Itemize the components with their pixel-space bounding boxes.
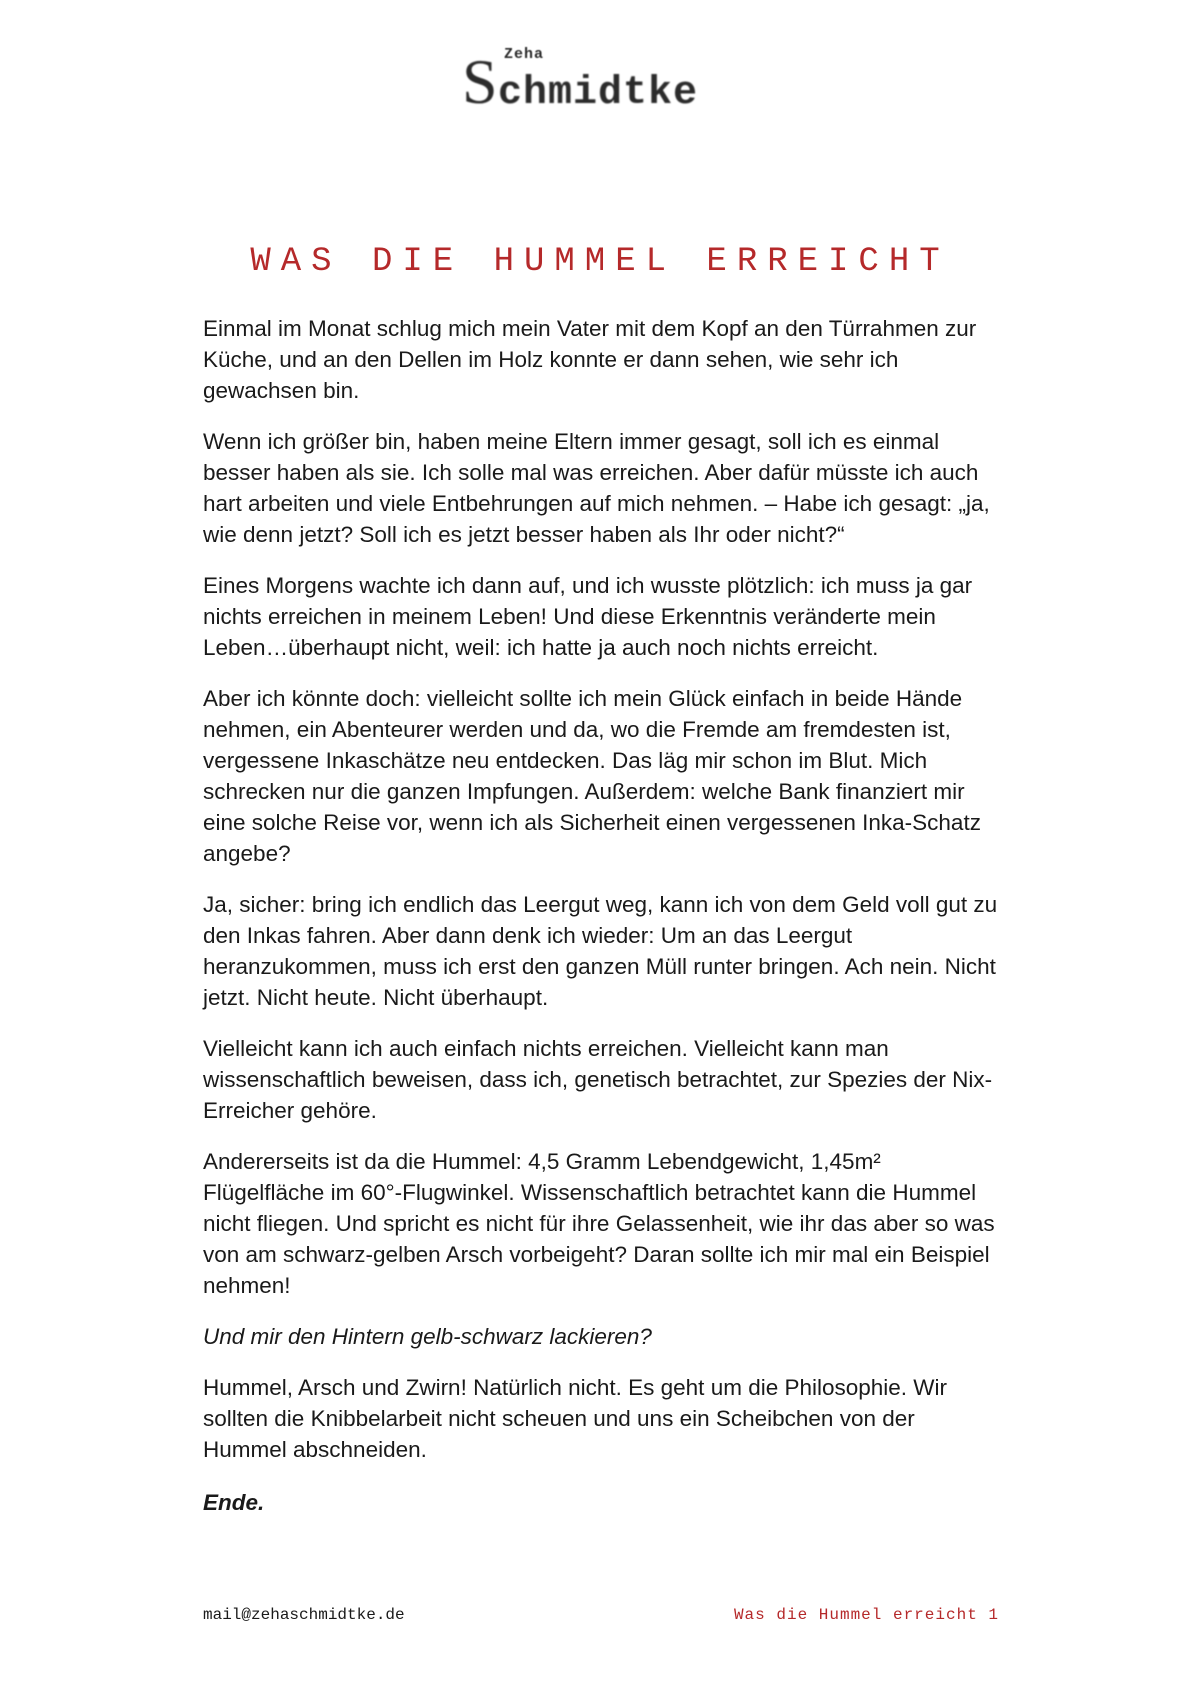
paragraph-1: Einmal im Monat schlug mich mein Vater mit dem Kopf an den Türrahmen zur Küche, und an den Dellen im Holz konnte er dann sehen, wie sehr ich gewachsen bin. [203,316,977,403]
document-body [203,313,1003,1538]
paragraph-6: Vielleicht kann ich auch einfach nichts erreichen. Vielleicht kann man wissenschaftlich beweisen, dass ich, genetisch betrachtet, zur Spezies der Nix-Erreicher gehöre. [203,1036,993,1123]
closing-paragraph: Hummel, Arsch und Zwirn! Natürlich nicht. Es geht um die Philosophie. Wir sollten die Knibbelarbeit nicht scheuen und uns ein Scheibchen von der Hummel abschneiden. [203,1375,948,1462]
logo-initial: S [462,46,498,117]
document-title: WAS DIE HUMMEL ERREICHT [250,243,950,281]
logo-first-name: Zeha [504,46,545,63]
paragraph-3: Eines Morgens wachte ich dann auf, und ich wusste plötzlich: ich muss ja gar nichts erreichen in meinem Leben! Und diese Erkenntnis veränderte mein Leben…überhaupt nicht, weil: ich hatte ja auch noch nichts erreicht. [203,573,973,660]
footer-page-label: Was die Hummel erreicht 1 [733,1606,999,1624]
paragraph-7: Andererseits ist da die Hummel: 4,5 Gramm Lebendgewicht, 1,45m² Flügelfläche im 60°-Flugwinkel. Wissenschaftlich betrachtet kann die Hummel nicht fliegen. Und spricht es nicht für ihre Gelassenheit, wie ihr das aber so was von am schwarz-gelben Arsch vorbeigeht? Daran sollte ich mir mal ein Beispiel nehmen! [203,1149,995,1298]
paragraph-4: Aber ich könnte doch: vielleicht sollte ich mein Glück einfach in beide Hände nehmen, ein Abenteurer werden und da, wo die Fremde am fremdesten ist, vergessene Inkaschätze neu entdecken. Das läg mir schon im Blut. Mich schrecken nur die ganzen Impfungen. Außerdem: welche Bank finanziert mir eine solche Reise vor, wenn ich als Sicherheit einen vergessenen Inka-Schatz angebe? [203,686,981,866]
end-marker: Ende. [203,1490,265,1515]
italic-question: Und mir den Hintern gelb-schwarz lackieren? [203,1324,652,1349]
logo-surname: chmidtke [498,71,699,116]
paragraph-5: Ja, sicher: bring ich endlich das Leergut weg, kann ich von dem Geld voll gut zu den Inkas fahren. Aber dann denk ich wieder: Um an das Leergut heranzukommen, muss ich erst den ganzen Müll runter bringen. Ach nein. Nicht jetzt. Nicht heute. Nicht überhaupt. [203,892,998,1010]
footer-email: mail@zehaschmidtke.de [203,1606,405,1624]
logo [460,44,760,124]
paragraph-2: Wenn ich größer bin, haben meine Eltern immer gesagt, soll ich es einmal besser haben als sie. Ich solle mal was erreichen. Aber dafür müsste ich auch hart arbeiten und viele Entbehrungen auf mich nehmen. – Habe ich gesagt: „ja, wie denn jetzt? Soll ich es jetzt besser haben als Ihr oder nicht?“ [203,429,990,547]
